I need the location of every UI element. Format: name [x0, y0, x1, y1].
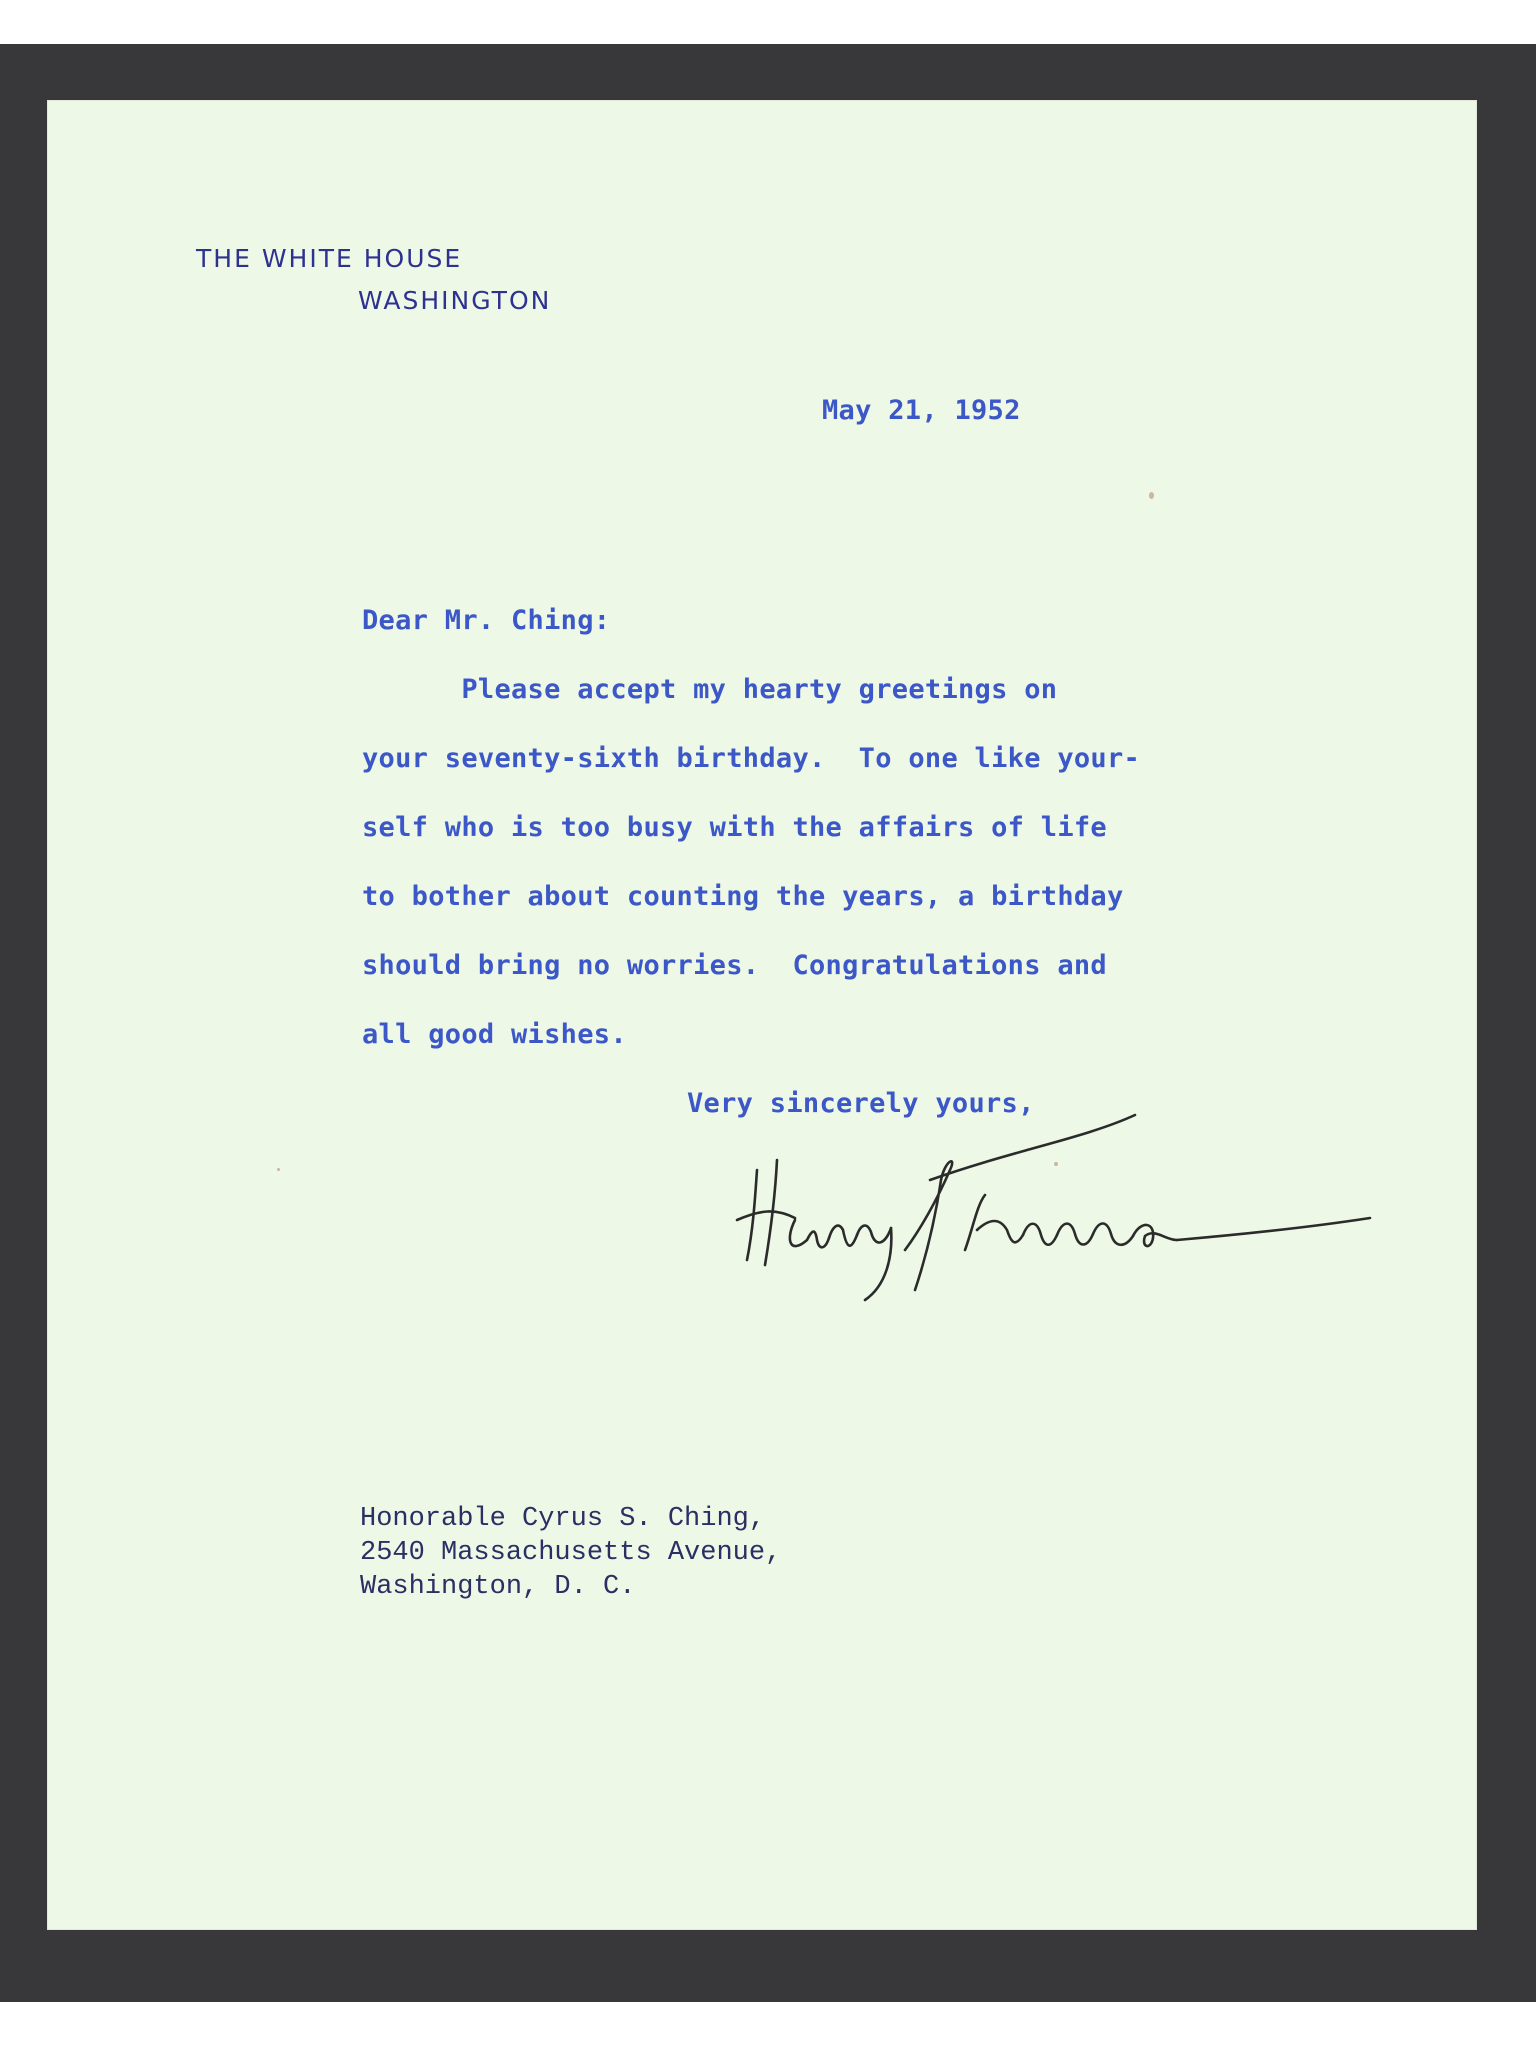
letterhead-title: THE WHITE HOUSE	[196, 244, 463, 273]
body-line: should bring no worries. Congratulations and	[362, 950, 1107, 981]
handwritten-signature	[715, 1100, 1385, 1310]
recipient-city: Washington, D. C.	[360, 1572, 636, 1602]
closing: Very sincerely yours,	[687, 1088, 1035, 1119]
letter-date: May 21, 1952	[822, 395, 1021, 426]
paper-speck	[277, 1168, 280, 1171]
paper-speck	[1149, 492, 1154, 499]
body-line: all good wishes.	[362, 1019, 627, 1050]
body-line: Please accept my hearty greetings on	[362, 674, 1058, 705]
recipient-name: Honorable Cyrus S. Ching,	[360, 1504, 766, 1534]
body-line: self who is too busy with the affairs of life	[362, 812, 1107, 843]
body-line: to bother about counting the years, a birthday	[362, 881, 1124, 912]
recipient-street: 2540 Massachusetts Avenue,	[360, 1538, 782, 1568]
salutation: Dear Mr. Ching:	[362, 605, 611, 636]
letter-paper	[47, 100, 1477, 1930]
body-line: your seventy-sixth birthday. To one like your-	[362, 743, 1141, 774]
letterhead-city: WASHINGTON	[358, 286, 552, 315]
